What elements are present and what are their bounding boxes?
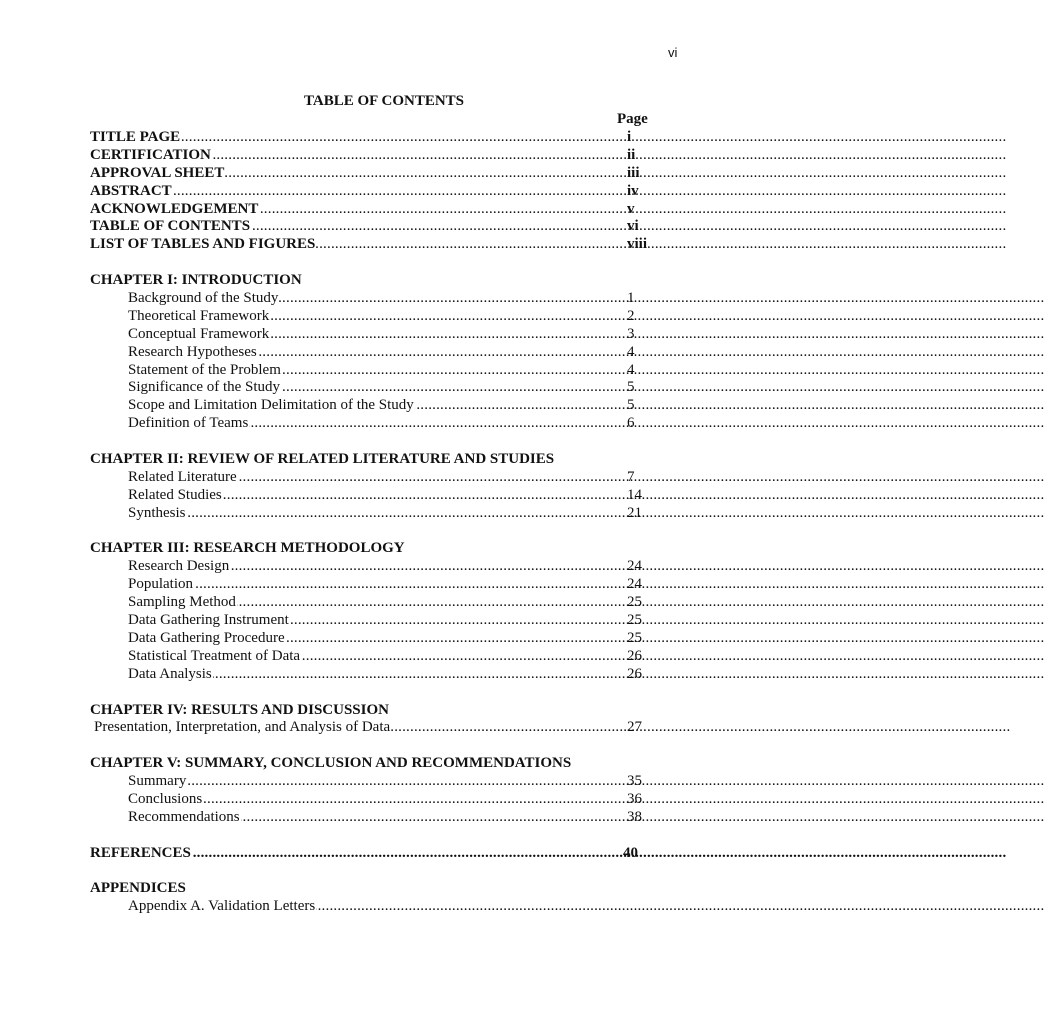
toc-entry: [90, 164, 640, 183]
toc-entry: [90, 146, 636, 165]
chapter-heading: CHAPTER IV: RESULTS AND DISCUSSION: [90, 701, 389, 718]
toc-entry: [128, 612, 642, 630]
toc-entry-label: Summary: [128, 773, 187, 790]
toc-entry-page: vi: [627, 218, 639, 235]
toc-entry-label: CERTIFICATION: [90, 146, 211, 163]
toc-entry-label: TABLE OF CONTENTS: [90, 218, 251, 235]
toc-entry-page: 14: [627, 486, 642, 503]
toc-entry: [128, 504, 642, 523]
toc-entry-label: Appendix A. Validation Letters: [128, 898, 316, 915]
toc-entry-label: LIST OF TABLES AND FIGURES: [90, 236, 316, 253]
front-matter-list: [90, 129, 690, 254]
toc-entry-label: Population: [128, 576, 194, 593]
toc-entry-page: 25: [627, 612, 642, 629]
toc-entry-page: 27: [627, 719, 642, 736]
toc-entry-page: 40: [623, 844, 638, 861]
chapter-heading: CHAPTER V: SUMMARY, CONCLUSION AND RECOMMENDATIONS: [90, 755, 572, 772]
toc-entry-label: Scope and Limitation Delimitation of the Study: [128, 397, 414, 414]
toc-entry-label: Research Design: [128, 558, 230, 575]
toc-entry-label: Synthesis: [128, 504, 186, 521]
chapter-heading: CHAPTER III: RESEARCH METHODOLOGY: [90, 540, 405, 557]
toc-entry: [128, 808, 642, 827]
toc-entry: [90, 218, 639, 236]
toc-entry-label: TITLE PAGE: [90, 129, 181, 145]
toc-entry-label: Conclusions: [128, 790, 203, 807]
toc-entry-label: Presentation, Interpretation, and Analysis of Data: [94, 719, 391, 736]
toc-entry-page: 24: [627, 558, 642, 575]
chapter-section: [90, 755, 690, 827]
toc-entry: [128, 558, 642, 576]
toc-entry-page: 5: [627, 397, 635, 414]
toc-entry: [90, 236, 648, 254]
toc-entry-page: i: [627, 129, 632, 145]
toc-entry: [90, 129, 632, 147]
toc-entry-page: 26: [627, 647, 642, 664]
page-number: vi: [668, 45, 678, 60]
toc-entry-page: 38: [627, 808, 642, 825]
appendices-heading: APPENDICES: [90, 880, 186, 897]
toc-entry-page: 21: [627, 504, 642, 521]
toc-entry-page: iv: [627, 182, 639, 199]
toc-entry-label: Significance of the Study: [128, 379, 281, 396]
toc-entry: [128, 594, 642, 612]
page-title: TABLE OF CONTENTS: [303, 93, 465, 109]
toc-entry-page: 4: [627, 343, 635, 360]
toc-entry: [128, 665, 642, 684]
toc-entry: [128, 629, 642, 648]
appendices-section: [90, 880, 690, 916]
toc-entry-label: APPROVAL SHEET: [90, 164, 225, 181]
chapter-section: [90, 702, 690, 738]
toc-entry-label: Conceptual Framework: [128, 325, 270, 342]
toc-entry: [128, 468, 635, 487]
toc-entry-page: iii: [627, 164, 640, 181]
toc-entry-label: ACKNOWLEDGEMENT: [90, 200, 259, 217]
toc-entry-label: Statistical Treatment of Data: [128, 647, 301, 664]
toc-entry-label: Definition of Teams: [128, 415, 249, 432]
chapter-heading: CHAPTER II: REVIEW OF RELATED LITERATURE AND STUDIES: [90, 451, 555, 468]
chapter-section: [90, 272, 690, 433]
toc-entry: [128, 647, 642, 666]
chapter-heading: CHAPTER I: INTRODUCTION: [90, 272, 302, 289]
toc-entry-page: viii: [627, 236, 648, 253]
toc-entry-page: 1: [627, 290, 635, 307]
toc-entry-page: 25: [627, 629, 642, 646]
toc-entry-page: 25: [627, 594, 642, 611]
toc-entry-page: 7: [627, 468, 635, 485]
toc-entry: [128, 790, 642, 809]
toc-entry: [90, 182, 639, 201]
references-entry: [90, 844, 638, 863]
toc-entry-label: Statement of the Problem: [128, 361, 281, 378]
toc-entry-label: ABSTRACT: [90, 182, 172, 199]
toc-entry-label: Related Studies: [128, 486, 222, 503]
toc-entry: [90, 200, 635, 219]
toc-entry-page: 3: [627, 325, 635, 342]
toc-entry-page: v: [627, 200, 635, 217]
toc-entry-page: 36: [627, 790, 642, 807]
toc-entry: [128, 325, 635, 344]
toc-entry: [128, 486, 642, 505]
toc-entry: [128, 379, 635, 397]
toc-entry-label: Theoretical Framework: [128, 307, 270, 324]
toc-entry: [128, 343, 635, 362]
toc-entry: [128, 397, 635, 415]
toc-entry: [128, 898, 623, 916]
toc-entry: [128, 290, 635, 308]
toc-entry-label: Recommendations: [128, 808, 240, 825]
toc-entry-page: 24: [627, 576, 642, 593]
toc-entry-label: REFERENCES: [90, 844, 191, 861]
toc-entry-page: 2: [627, 307, 635, 324]
toc-entry-label: Research Hypotheses: [128, 343, 257, 360]
toc-entry: [128, 307, 635, 326]
toc-entry: [128, 415, 635, 433]
chapter-section: [90, 540, 690, 683]
toc-entry-label: Data Gathering Instrument: [128, 612, 289, 629]
toc-entry-page: 4: [627, 361, 635, 378]
toc-entry-page: 5: [627, 379, 635, 396]
toc-entry: [128, 576, 642, 594]
toc-entry: [128, 773, 642, 791]
toc-entry-label: Data Gathering Procedure: [128, 629, 285, 646]
toc-entry-page: 26: [627, 665, 642, 682]
toc-entry-label: Data Analysis: [128, 665, 212, 682]
toc-entry-label: Related Literature: [128, 468, 237, 485]
page-column-header: Page: [617, 111, 648, 127]
chapter-section: [90, 451, 690, 523]
toc-entry-page: 35: [627, 773, 642, 790]
toc-entry: [94, 719, 642, 737]
toc-entry: [128, 361, 635, 380]
table-of-contents: [90, 129, 690, 916]
toc-entry-label: Background of the Study: [128, 290, 279, 307]
toc-entry-page: 6: [627, 415, 635, 432]
toc-entry-label: Sampling Method: [128, 594, 236, 611]
toc-entry-page: ii: [627, 146, 636, 163]
